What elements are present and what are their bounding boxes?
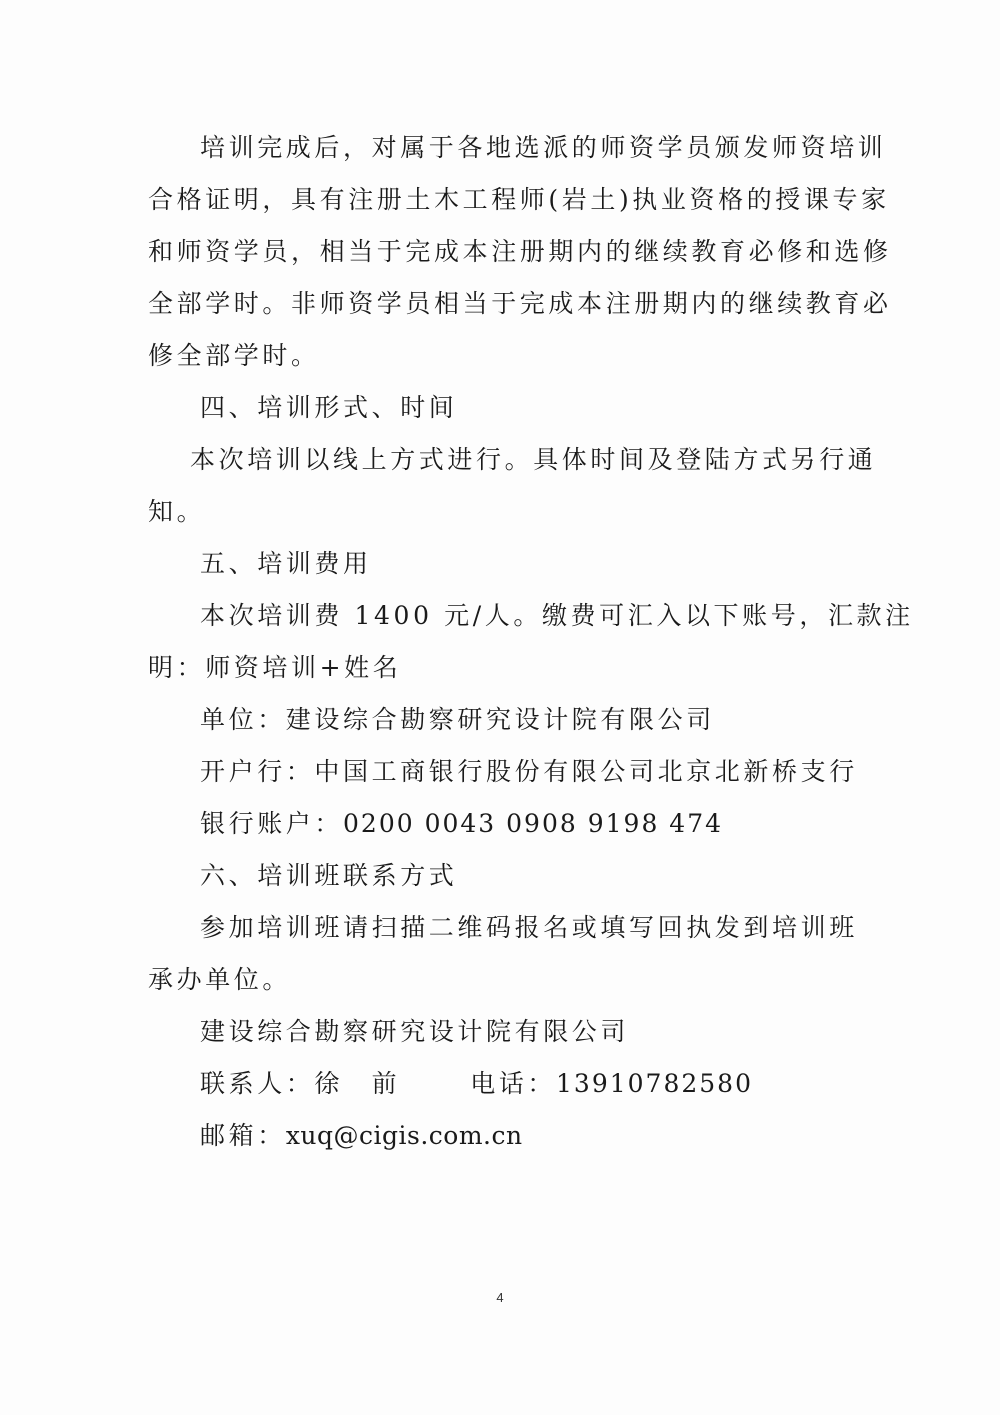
section-heading-training-fee: 五、培训费用 [200,549,372,578]
phone-label: 电话： [470,1069,557,1098]
paragraph-line: 承办单位。 [148,965,292,994]
paragraph-line: 培训完成后，对属于各地选派的师资学员颁发师资培训 [200,133,887,162]
paragraph-line: 知。 [148,497,206,526]
contact-label: 联系人： [200,1069,315,1098]
payee-unit: 单位：建设综合勘察研究设计院有限公司 [200,705,715,734]
bank-account-number: 0200 0043 0908 9198 474 [343,809,724,838]
contact-name: 徐 前 [314,1069,401,1098]
email-address: xuq@cigis.com.cn [285,1121,523,1150]
email-line [148,1110,848,1162]
email-label: 邮箱： [200,1121,286,1150]
phone-number: 13910782580 [556,1069,753,1098]
contact-line [148,1058,848,1110]
bank-name: 开户行：中国工商银行股份有限公司北京北新桥支行 [200,757,858,786]
paragraph-line: 本次培训以线上方式进行。具体时间及登陆方式另行通 [190,445,877,474]
document-body [148,122,914,1162]
section-heading-training-format: 四、培训形式、时间 [200,393,458,422]
bank-account-label: 银行账户： [200,809,344,838]
page-number: 4 [496,1290,504,1305]
paragraph-line: 合格证明，具有注册土木工程师(岩土)执业资格的授课专家 [148,185,890,214]
organizer-name: 建设综合勘察研究设计院有限公司 [200,1017,630,1046]
paragraph-line: 和师资学员，相当于完成本注册期内的继续教育必修和选修 [148,237,892,266]
paragraph-line: 参加培训班请扫描二维码报名或填写回执发到培训班 [200,913,858,942]
paragraph-line: 修全部学时。 [148,341,320,370]
bank-account [148,798,848,850]
paragraph-line: 本次培训费 1400 元/人。缴费可汇入以下账号，汇款注 [200,601,914,630]
section-heading-contact: 六、培训班联系方式 [200,861,458,890]
paragraph-line: 明：师资培训+姓名 [148,653,402,682]
paragraph-line: 全部学时。非师资学员相当于完成本注册期内的继续教育必 [148,289,892,318]
